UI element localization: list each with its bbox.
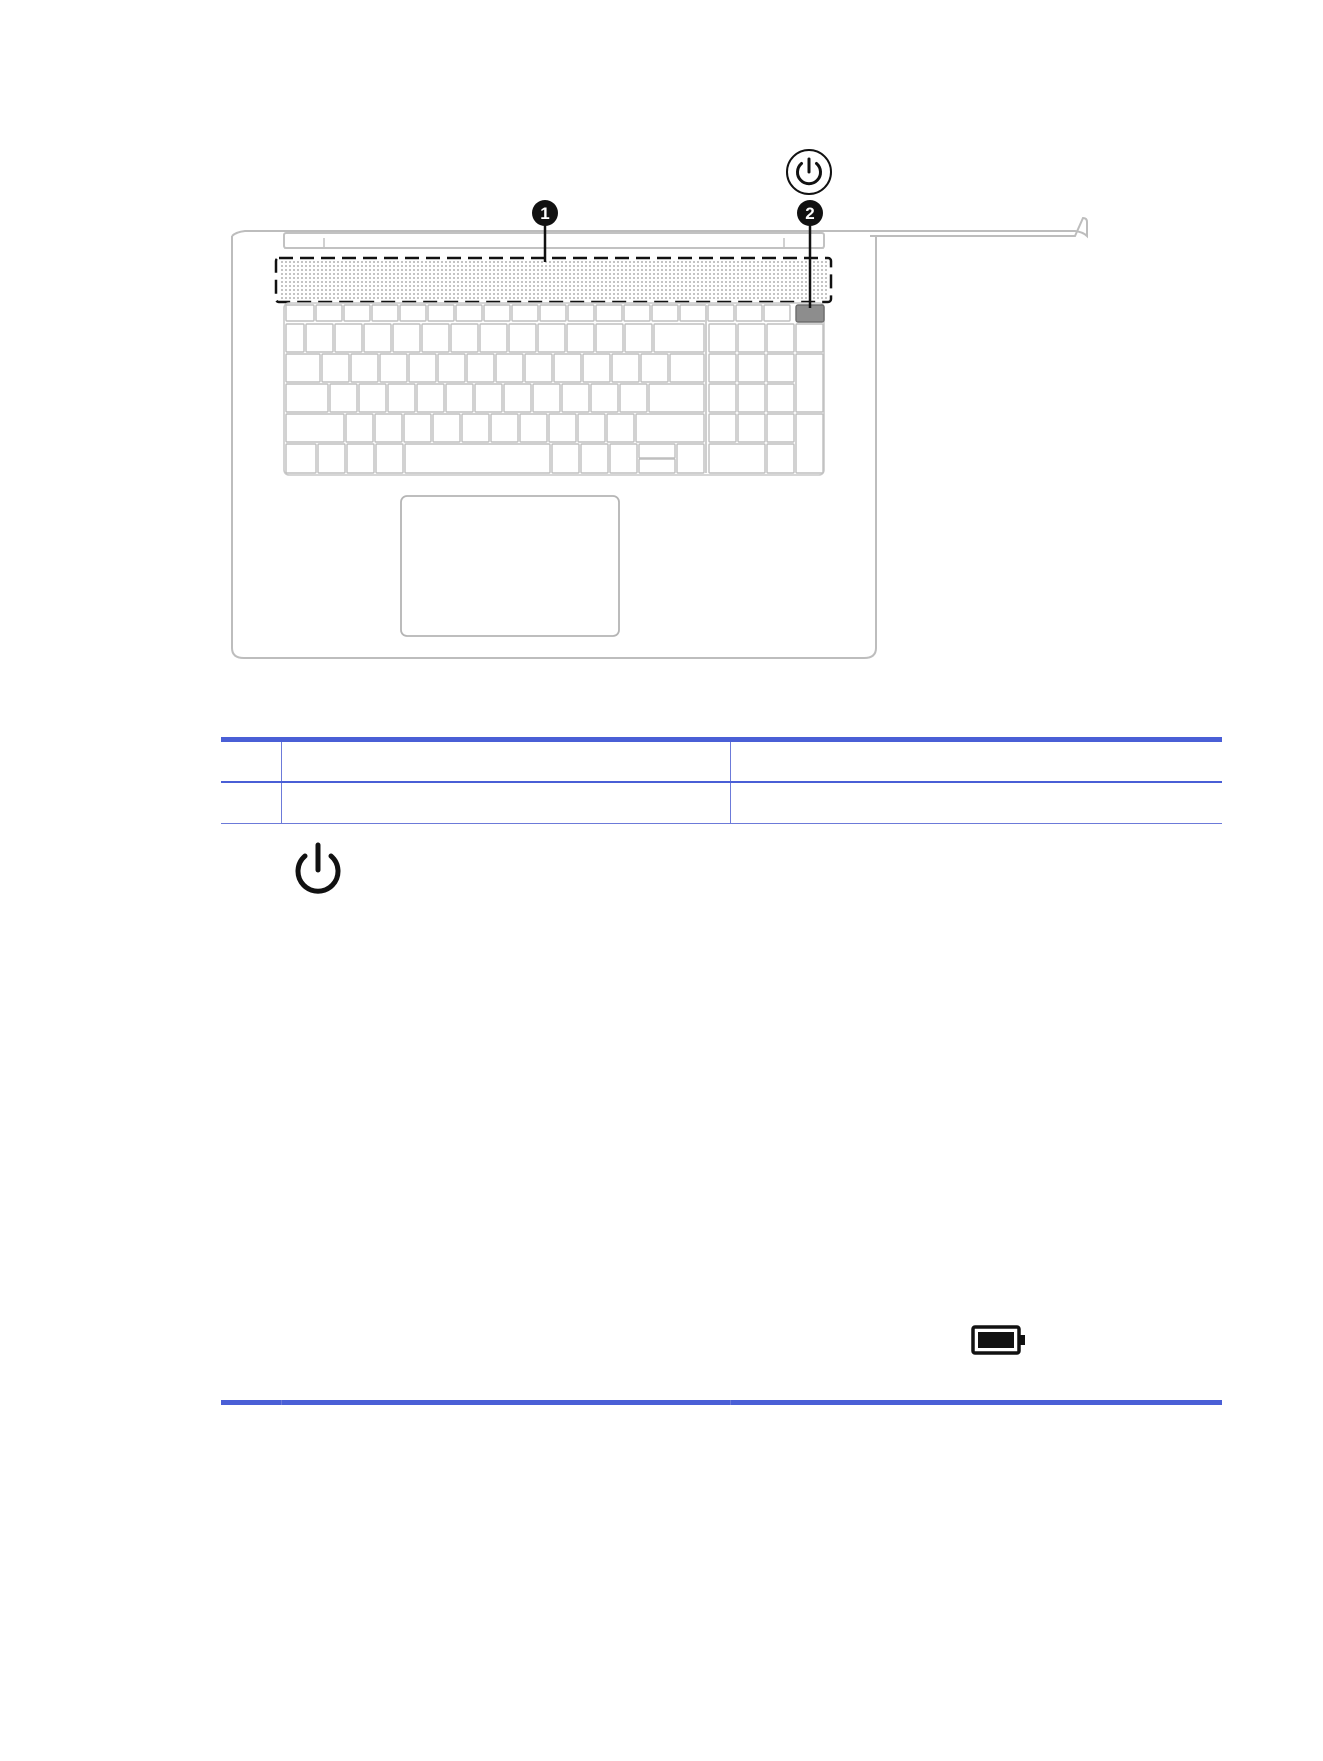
- table-bottom-rule: [221, 1400, 1222, 1405]
- laptop-top-view-figure: [0, 0, 1323, 680]
- column-divider: [281, 742, 282, 782]
- numeric-keypad: [706, 305, 823, 473]
- speaker-grille: [276, 258, 831, 302]
- callout-1-number: 1: [540, 204, 550, 223]
- number-row: [286, 324, 704, 352]
- column-divider: [730, 1400, 731, 1405]
- power-icon: [288, 840, 348, 900]
- column-divider: [281, 783, 282, 823]
- column-divider: [730, 783, 731, 823]
- column-divider: [730, 742, 731, 782]
- table-header-rule: [221, 781, 1222, 783]
- keyboard: [284, 303, 824, 475]
- table-row-rule: [221, 823, 1222, 824]
- home-row: [286, 384, 704, 412]
- column-divider: [281, 1400, 282, 1405]
- function-row: [286, 305, 790, 321]
- shift-row: [286, 414, 704, 442]
- callout-2-number: 2: [805, 204, 815, 223]
- power-icon: [787, 150, 831, 194]
- battery-icon: [971, 1324, 1027, 1356]
- space-row: [286, 444, 704, 473]
- table-top-rule: [221, 737, 1222, 742]
- touchpad: [401, 496, 619, 636]
